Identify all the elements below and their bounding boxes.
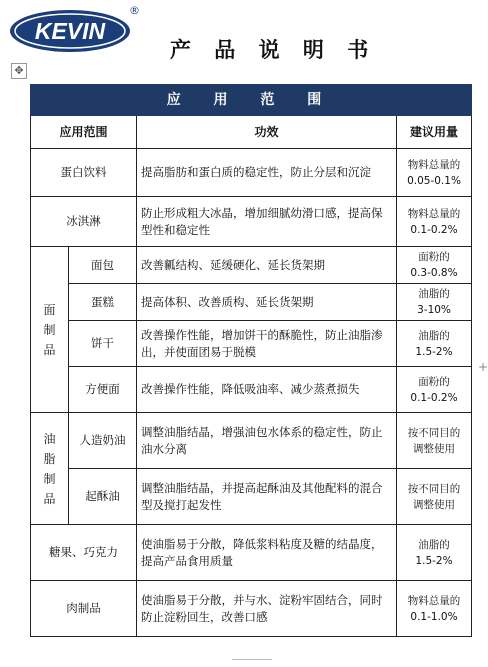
table-row	[31, 581, 472, 637]
row-effect: 调整油脂结晶，并提高起酥油及其他配料的混合型及搅打起发性	[137, 469, 397, 525]
row-name: 起酥油	[69, 469, 137, 525]
row-effect: 使油脂易于分散，降低浆料粘度及糖的结晶度，提高产品食用质量	[137, 525, 397, 581]
bottom-edge-marker	[232, 659, 272, 666]
logo-text: KEVIN	[34, 18, 106, 44]
table-banner: 应 用 范 围	[31, 85, 472, 116]
side-edge-icon: +	[478, 360, 488, 374]
row-effect: 改善操作性能，降低吸油率、减少蒸煮损失	[137, 367, 397, 413]
page-title: 产 品 说 明 书	[170, 38, 377, 62]
row-effect: 防止形成粗大冰晶，增加细腻幼滑口感，提高保型性和稳定性	[137, 197, 397, 247]
header-scope: 应用范围	[31, 116, 137, 149]
row-dosage: 面粉的 0.1-0.2%	[397, 367, 472, 413]
row-effect: 改善瓤结构、延缓硬化、延长货架期	[137, 247, 397, 284]
table-row	[31, 525, 472, 581]
table-row	[31, 149, 472, 197]
row-name: 方便面	[69, 367, 137, 413]
table-row	[31, 197, 472, 247]
kevin-logo	[8, 8, 142, 54]
row-dosage: 物料总量的 0.1-1.0%	[397, 581, 472, 637]
table-row	[31, 247, 472, 284]
table-row	[31, 413, 472, 469]
row-name: 糖果、巧克力	[31, 525, 137, 581]
row-effect: 提高脂肪和蛋白质的稳定性，防止分层和沉淀	[137, 149, 397, 197]
row-effect: 提高体积、改善质构、延长货架期	[137, 284, 397, 321]
table-row	[31, 284, 472, 321]
row-name: 蛋白饮料	[31, 149, 137, 197]
table-row	[31, 367, 472, 413]
row-dosage: 物料总量的 0.1-0.2%	[397, 197, 472, 247]
move-handle-icon[interactable]: ✥	[11, 63, 27, 79]
application-table	[30, 84, 472, 637]
row-name: 冰淇淋	[31, 197, 137, 247]
row-dosage: 油脂的 1.5-2%	[397, 525, 472, 581]
row-dosage: 油脂的 1.5-2%	[397, 321, 472, 367]
table-row	[31, 321, 472, 367]
table-row	[31, 469, 472, 525]
row-effect: 改善操作性能，增加饼干的酥脆性，防止油脂渗出，并使面团易于脱模	[137, 321, 397, 367]
row-dosage: 按不同目的 调整使用	[397, 469, 472, 525]
row-dosage: 面粉的 0.3-0.8%	[397, 247, 472, 284]
registered-mark: ®	[129, 4, 140, 17]
row-name: 面包	[69, 247, 137, 284]
row-name: 肉制品	[31, 581, 137, 637]
row-effect: 使油脂易于分散，并与水、淀粉牢固结合，同时防止淀粉回生，改善口感	[137, 581, 397, 637]
row-name: 饼干	[69, 321, 137, 367]
row-dosage: 油脂的 3-10%	[397, 284, 472, 321]
group-flour: 面 制 品	[31, 247, 69, 413]
row-name: 人造奶油	[69, 413, 137, 469]
header-dosage: 建议用量	[397, 116, 472, 149]
row-effect: 调整油脂结晶，增强油包水体系的稳定性，防止油水分离	[137, 413, 397, 469]
row-dosage: 按不同目的 调整使用	[397, 413, 472, 469]
row-dosage: 物料总量的 0.05-0.1%	[397, 149, 472, 197]
header-effect: 功效	[137, 116, 397, 149]
group-oil: 油 脂 制 品	[31, 413, 69, 525]
row-name: 蛋糕	[69, 284, 137, 321]
